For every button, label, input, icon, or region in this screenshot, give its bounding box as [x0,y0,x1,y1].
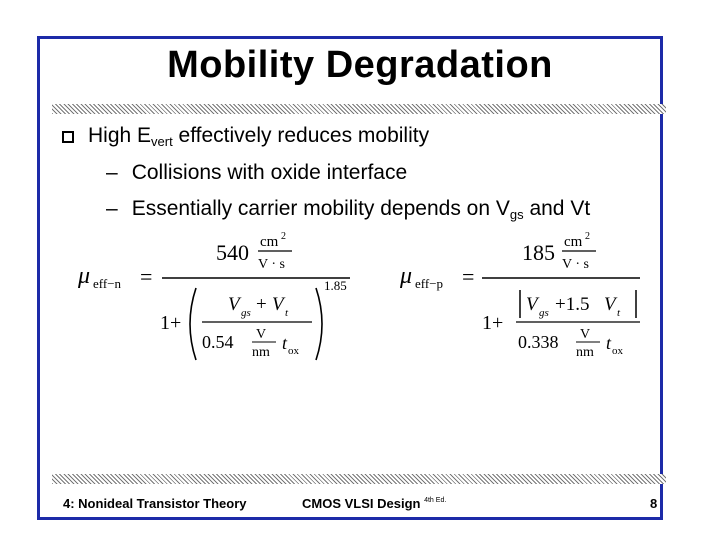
unit-nm: nm [252,345,270,360]
left-paren [190,288,196,360]
plus-coef: +1.5 [555,294,590,315]
bullet-box-icon [62,131,74,143]
tox-sub: ox [612,345,623,357]
one-plus: 1+ [160,312,182,334]
coef-value: 0.54 [202,332,234,352]
unit-vs: V · s [258,257,285,272]
footer-book-edition: 4th Ed. [424,497,447,504]
equation-mu-eff-p [400,228,650,368]
subbullet-2-sub: gs [509,207,524,222]
dash-icon: – [106,197,118,220]
footer-chapter: 4: Nonideal Transistor Theory [63,496,247,511]
vgs-symbol: V [526,294,538,315]
slide-title: Mobility Degradation [167,44,553,86]
bullet-text-prefix: High E [88,124,152,147]
numerator-value: 540 [216,240,249,265]
mu-symbol: μ [78,263,91,289]
page-number: 8 [650,496,658,511]
subbullet-1-text: Collisions with oxide interface [131,161,408,184]
tox-symbol: t [282,333,288,353]
equals-sign: = [462,264,475,289]
unit-v: V [256,327,267,342]
footer-book-title: CMOS VLSI Design [302,496,421,511]
footer-book [302,496,446,511]
one-plus: 1+ [482,312,504,334]
unit-v: V [580,327,591,342]
title-divider [52,104,666,114]
unit-cm-exp: 2 [281,231,286,242]
mu-symbol: μ [400,263,413,289]
subbullet-1 [106,161,407,185]
bullet-text-suffix: effectively reduces mobility [172,124,430,147]
exponent-value: 1.85 [324,278,347,293]
plus-sign: + [256,294,267,315]
vgs-sub: gs [241,307,251,319]
vt-symbol: V [604,294,616,315]
subbullet-2-prefix: Essentially carrier mobility depends on V [131,197,510,220]
vt-sub: t [617,307,621,319]
vt-symbol: V [272,294,284,315]
vgs-symbol: V [228,294,240,315]
coef-value: 0.338 [518,332,559,352]
tox-symbol: t [606,333,612,353]
subbullet-2 [106,197,590,222]
tox-sub: ox [288,345,299,357]
unit-cm-exp: 2 [585,231,590,242]
unit-cm: cm [564,234,583,250]
vt-sub: t [285,307,289,319]
bullet-main [62,124,429,149]
numerator-value: 185 [522,240,555,265]
unit-vs: V · s [562,257,589,272]
bullet-text-sub: vert [151,134,173,149]
subbullet-2-suffix: and Vt [523,197,591,220]
unit-nm: nm [576,345,594,360]
equals-sign: = [140,264,153,289]
right-paren [316,288,322,360]
footer-divider [52,474,666,484]
unit-cm: cm [260,234,279,250]
dash-icon: – [106,161,118,184]
mu-subscript: eff−n [93,276,122,291]
vgs-sub: gs [539,307,549,319]
mu-subscript: eff−p [415,276,444,291]
equation-mu-eff-n [78,228,368,368]
